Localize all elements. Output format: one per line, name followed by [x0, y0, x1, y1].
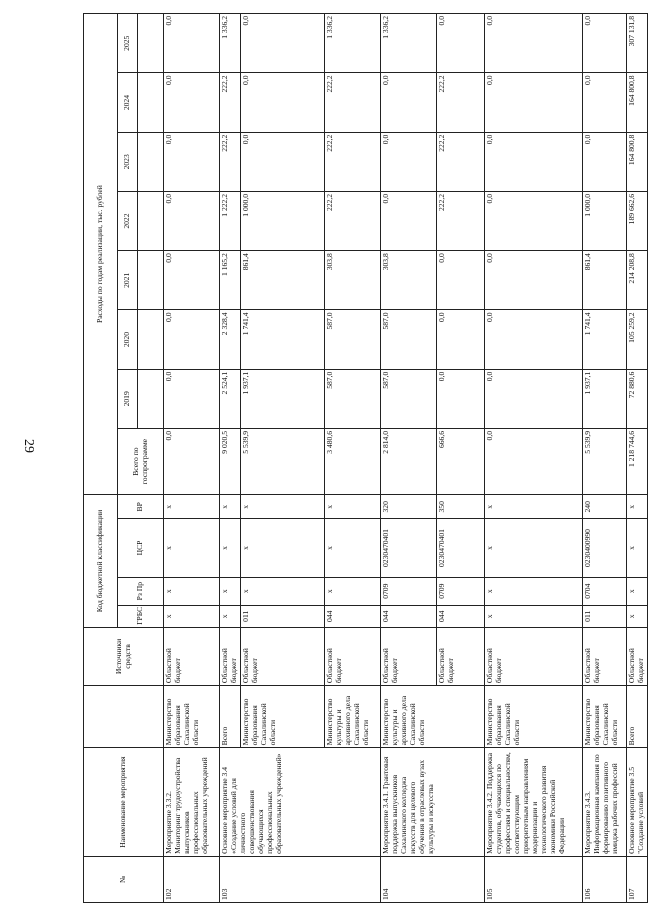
cell-num: 106 [582, 856, 626, 902]
header-source: Источники средств [84, 627, 164, 685]
cell-name: Основное мероприятие 3.5 "Создание условий [626, 748, 647, 856]
cell-source: Областной бюджет [164, 627, 220, 685]
cell-grbs: х [626, 605, 647, 627]
cell-value: 105 259,2 [626, 310, 647, 369]
cell-rzpr: 0709 [436, 577, 484, 605]
cell-vr: 320 [380, 495, 436, 519]
cell-value: 222,2 [436, 73, 484, 132]
cell-value: 0,0 [240, 73, 324, 132]
cell-value: 72 880,6 [626, 369, 647, 428]
cell-value: 1 165,2 [220, 251, 241, 310]
cell-value: 0,0 [484, 73, 582, 132]
cell-value: 1 741,4 [582, 310, 626, 369]
cell-executor: Министерство образования Сахалинской области [240, 686, 324, 748]
cell-value: 587,0 [324, 310, 380, 369]
cell-source: Областной бюджет [626, 627, 647, 685]
cell-value: 0,0 [484, 14, 582, 73]
cell-value: 0,0 [164, 191, 220, 250]
cell-value: 1 222,2 [220, 191, 241, 250]
cell-value: 222,2 [324, 73, 380, 132]
cell-csr: х [240, 519, 324, 577]
cell-value: 222,2 [436, 191, 484, 250]
cell-value: 1 000,0 [240, 191, 324, 250]
cell-value: 0,0 [240, 14, 324, 73]
cell-value: 0,0 [484, 191, 582, 250]
cell-total: 9 020,5 [220, 428, 241, 494]
cell-vr: х [220, 495, 241, 519]
cell-source: Областной бюджет [582, 627, 626, 685]
cell-value: 0,0 [164, 14, 220, 73]
header-vr: ВР [118, 495, 164, 519]
cell-value: 0,0 [582, 132, 626, 191]
header-csr: ЦСР [118, 519, 164, 577]
cell-executor: Министерство образования Сахалинской области [164, 686, 220, 748]
cell-source: Областной бюджет [436, 627, 484, 685]
header-year: 2022 [118, 191, 138, 250]
header-expenses: Расходы по годам реализации, тыс. рублей [84, 14, 118, 495]
header-spacer [138, 251, 164, 310]
table-row [484, 14, 582, 903]
cell-rzpr: 0709 [380, 577, 436, 605]
cell-csr: х [324, 519, 380, 577]
cell-vr: х [484, 495, 582, 519]
cell-grbs: 044 [380, 605, 436, 627]
cell-value: 222,2 [436, 132, 484, 191]
cell-value: 164 800,8 [626, 73, 647, 132]
header-year: 2021 [118, 251, 138, 310]
cell-csr: х [220, 519, 241, 577]
cell-value: 0,0 [484, 132, 582, 191]
cell-num: 102 [164, 856, 220, 902]
cell-value: 214 208,8 [626, 251, 647, 310]
cell-value: 2 524,1 [220, 369, 241, 428]
cell-executor: Министерство культуры и архивного дела Сахалинской области [324, 686, 380, 748]
cell-num: 104 [380, 856, 484, 902]
cell-csr: 0230470401 [380, 519, 436, 577]
cell-value: 222,2 [220, 73, 241, 132]
header-total: Всего по госпрограмме [118, 428, 164, 494]
cell-value: 1 336,2 [220, 14, 241, 73]
header-spacer [138, 73, 164, 132]
cell-rzpr: 0704 [582, 577, 626, 605]
table-row [164, 14, 220, 903]
cell-grbs: 044 [436, 605, 484, 627]
cell-name: Мероприятие 3.4.1. Грантовая поддержка выпускников Сахалинского колледжа искусств для целевого обучения в отраслевых вузах культуры и искусства [380, 748, 484, 856]
cell-value: 0,0 [436, 310, 484, 369]
table-row [380, 14, 436, 903]
cell-value: 303,8 [380, 251, 436, 310]
cell-grbs: 011 [240, 605, 324, 627]
header-year: 2024 [118, 73, 138, 132]
table-row [626, 14, 647, 903]
cell-csr: х [484, 519, 582, 577]
cell-value: 1 937,1 [582, 369, 626, 428]
table-row [582, 14, 626, 903]
cell-num: 107 [626, 856, 647, 902]
cell-total: 2 814,0 [380, 428, 436, 494]
cell-value: 0,0 [164, 369, 220, 428]
cell-total: 0,0 [484, 428, 582, 494]
cell-rzpr: х [626, 577, 647, 605]
cell-value: 0,0 [240, 132, 324, 191]
cell-vr: 240 [582, 495, 626, 519]
cell-csr: х [626, 519, 647, 577]
budget-table [83, 13, 648, 903]
cell-value: 0,0 [380, 191, 436, 250]
cell-value: 1 000,0 [582, 191, 626, 250]
cell-source: Областной бюджет [484, 627, 582, 685]
cell-value: 861,4 [240, 251, 324, 310]
cell-value: 189 662,6 [626, 191, 647, 250]
cell-executor: Министерство культуры и архивного дела Сахалинской области [380, 686, 484, 748]
cell-value: 222,2 [324, 132, 380, 191]
cell-total: 3 480,6 [324, 428, 380, 494]
cell-value: 0,0 [484, 310, 582, 369]
header-spacer [138, 310, 164, 369]
cell-vr: х [240, 495, 324, 519]
cell-source: Областной бюджет [240, 627, 324, 685]
cell-csr: х [164, 519, 220, 577]
cell-name: Мероприятие 3.3.2. Мониторинг трудоустройства выпускников профессиональных образовательных учреждений [164, 748, 220, 856]
cell-total: 5 539,9 [240, 428, 324, 494]
cell-value: 0,0 [380, 132, 436, 191]
cell-source: Областной бюджет [380, 627, 436, 685]
header-budget-class: Код бюджетной классификации [84, 495, 118, 628]
cell-value: 0,0 [484, 251, 582, 310]
cell-source: Областной бюджет [220, 627, 241, 685]
cell-name: Мероприятие 3.4.3. Информационная кампания по формированию позитивного имиджа рабочих профессий [582, 748, 626, 856]
cell-value: 2 328,4 [220, 310, 241, 369]
cell-value: 587,0 [380, 310, 436, 369]
cell-rzpr: х [324, 577, 380, 605]
header-spacer [138, 132, 164, 191]
cell-value: 0,0 [484, 369, 582, 428]
cell-value: 587,0 [324, 369, 380, 428]
cell-value: 1 937,1 [240, 369, 324, 428]
cell-rzpr: х [220, 577, 241, 605]
cell-grbs: 011 [582, 605, 626, 627]
cell-vr: 350 [436, 495, 484, 519]
cell-num: 103 [220, 856, 381, 902]
cell-csr: 0230400990 [582, 519, 626, 577]
cell-value: 0,0 [436, 251, 484, 310]
cell-rzpr: х [164, 577, 220, 605]
header-spacer [138, 14, 164, 73]
cell-value: 307 131,8 [626, 14, 647, 73]
cell-value: 0,0 [582, 14, 626, 73]
cell-total: 1 218 744,6 [626, 428, 647, 494]
cell-executor: Всего [626, 686, 647, 748]
cell-value: 303,8 [324, 251, 380, 310]
cell-vr: х [164, 495, 220, 519]
cell-name: Основное мероприятие 3.4 «Создание условий для личностного совершенствования обучающихся профессиональных образовательных учреждений» [220, 748, 381, 856]
cell-value: 222,2 [220, 132, 241, 191]
cell-grbs: 044 [324, 605, 380, 627]
cell-csr: 0230470401 [436, 519, 484, 577]
header-year: 2019 [118, 369, 138, 428]
cell-name: Мероприятие 3.4.2. Поддержка студентов, обучающихся по профессиям и специальностям, соответствующим приоритетным направлениям модернизации и технологического развития экономики Российской Федерации [484, 748, 582, 856]
cell-grbs: х [220, 605, 241, 627]
cell-value: 0,0 [436, 14, 484, 73]
header-name: Наименование мероприятия [84, 748, 164, 856]
cell-total: 5 539,9 [582, 428, 626, 494]
header-spacer [138, 369, 164, 428]
cell-value: 0,0 [164, 251, 220, 310]
header-num: № [84, 856, 164, 902]
cell-value: 1 336,2 [380, 14, 436, 73]
header-year: 2025 [118, 14, 138, 73]
cell-value: 0,0 [436, 369, 484, 428]
cell-value: 0,0 [164, 132, 220, 191]
cell-total: 666,6 [436, 428, 484, 494]
cell-value: 587,0 [380, 369, 436, 428]
cell-value: 0,0 [380, 73, 436, 132]
cell-total: 0,0 [164, 428, 220, 494]
cell-num: 105 [484, 856, 582, 902]
cell-vr: х [626, 495, 647, 519]
header-executor [84, 686, 164, 748]
cell-grbs: х [164, 605, 220, 627]
cell-value: 164 800,8 [626, 132, 647, 191]
cell-value: 1 741,4 [240, 310, 324, 369]
table-row [220, 14, 241, 903]
header-year: 2020 [118, 310, 138, 369]
header-rzpr: Рз Пр [118, 577, 164, 605]
header-grbs: ГРБС [118, 605, 164, 627]
header-spacer [138, 191, 164, 250]
cell-executor: Всего [220, 686, 241, 748]
budget-table-sheet [83, 13, 645, 903]
cell-source: Областной бюджет [324, 627, 380, 685]
cell-executor: Министерство образования Сахалинской области [484, 686, 582, 748]
cell-value: 0,0 [164, 310, 220, 369]
cell-executor: Министерство образования Сахалинской области [582, 686, 626, 748]
page-number: 29 [21, 439, 36, 453]
cell-rzpr: х [484, 577, 582, 605]
cell-value: 222,2 [324, 191, 380, 250]
cell-value: 861,4 [582, 251, 626, 310]
cell-value: 0,0 [582, 73, 626, 132]
header-year: 2023 [118, 132, 138, 191]
cell-rzpr: х [240, 577, 324, 605]
cell-grbs: х [484, 605, 582, 627]
cell-value: 1 336,2 [324, 14, 380, 73]
cell-value: 0,0 [164, 73, 220, 132]
cell-vr: х [324, 495, 380, 519]
